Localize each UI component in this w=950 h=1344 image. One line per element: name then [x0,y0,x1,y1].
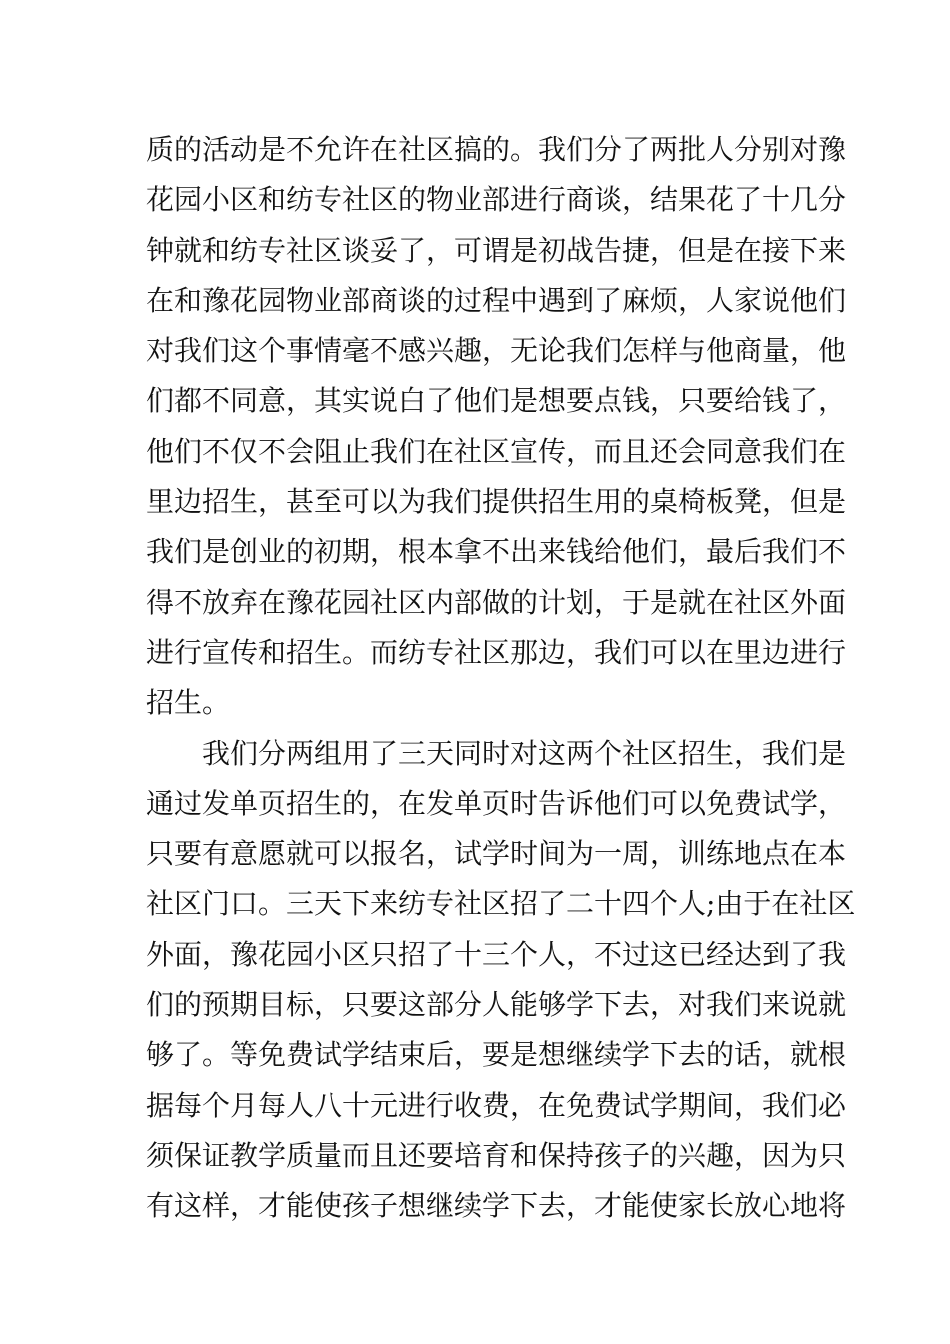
text-line: 只要有意愿就可以报名，试学时间为一周，训练地点在本 [146,837,847,871]
text-line: 得不放弃在豫花园社区内部做的计划，于是就在社区外面 [146,585,847,619]
text-line: 他们不仅不会阻止我们在社区宣传，而且还会同意我们在 [146,434,847,468]
text-line: 我们是创业的初期，根本拿不出来钱给他们，最后我们不 [146,535,847,569]
text-line: 外面，豫花园小区只招了十三个人，不过这已经达到了我 [146,937,847,971]
text-line: 须保证教学质量而且还要培育和保持孩子的兴趣，因为只 [146,1138,847,1172]
body-text [146,125,856,1232]
text-line: 们的预期目标，只要这部分人能够学下去，对我们来说就 [146,988,847,1022]
text-line: 钟就和纺专社区谈妥了，可谓是初战告捷，但是在接下来 [146,233,847,267]
text-line: 质的活动是不允许在社区搞的。我们分了两批人分别对豫 [146,133,847,166]
text-line: 在和豫花园物业部商谈的过程中遇到了麻烦，人家说他们 [146,283,847,317]
text-line-paragraph-start: 我们分两组用了三天同时对这两个社区招生，我们是 [202,736,847,770]
text-line: 进行宣传和招生。而纺专社区那边，我们可以在里边进行 [146,635,847,669]
text-line: 通过发单页招生的，在发单页时告诉他们可以免费试学， [146,786,847,820]
text-line: 们都不同意，其实说白了他们是想要点钱，只要给钱了， [146,384,847,418]
text-line: 社区门口。三天下来纺专社区招了二十四个人;由于在社区 [146,887,856,921]
text-line: 招生。 [146,686,231,720]
text-line: 对我们这个事情毫不感兴趣，无论我们怎样与他商量，他 [146,334,847,368]
text-line: 够了。等免费试学结束后，要是想继续学下去的话，就根 [146,1038,847,1072]
text-line: 有这样，才能使孩子想继续学下去，才能使家长放心地将 [146,1189,847,1223]
text-line: 据每个月每人八十元进行收费，在免费试学期间，我们必 [146,1088,847,1122]
text-line: 花园小区和纺专社区的物业部进行商谈，结果花了十几分 [146,183,847,217]
text-line: 里边招生，甚至可以为我们提供招生用的桌椅板凳，但是 [146,485,847,519]
